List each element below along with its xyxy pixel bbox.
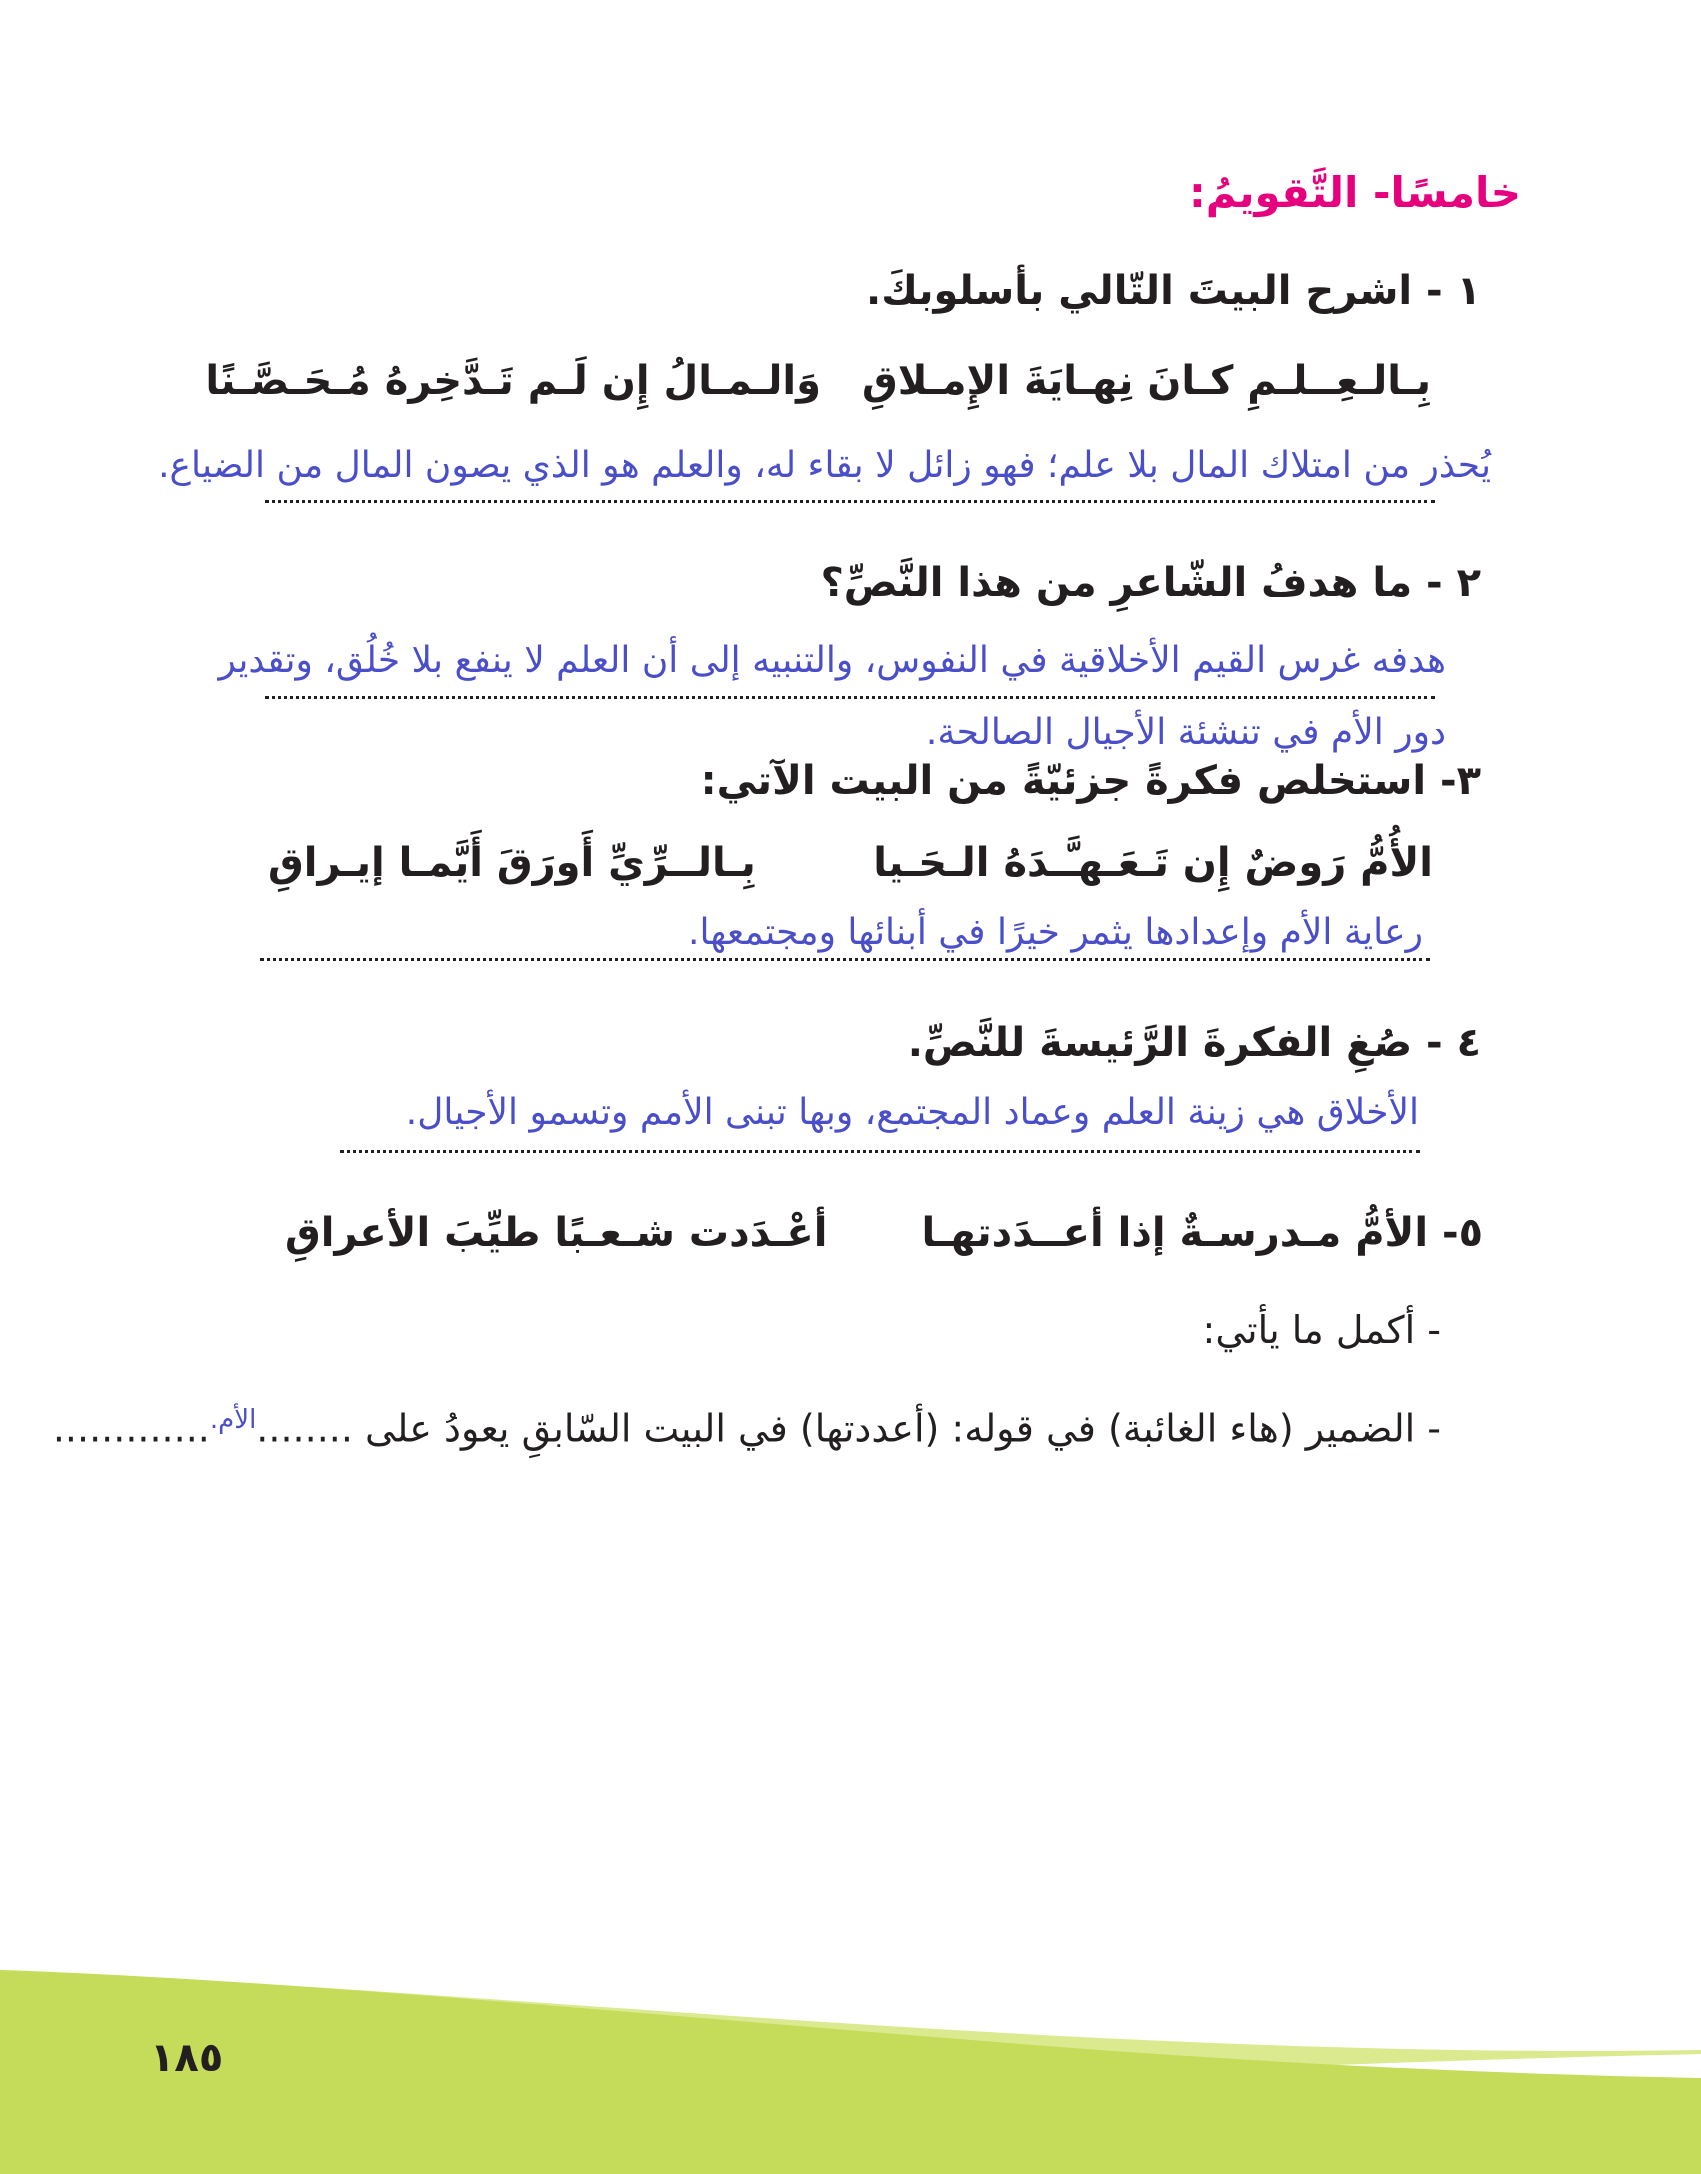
q1-answer-line [265,500,1435,503]
q5-fill-in-row [52,1405,1441,1451]
q5-blank-dots-2: ............. [52,1406,210,1451]
q3-answer-line [260,958,1430,961]
q5-prompt: - الضمير (هاء الغائبة) في قوله: (أعددتها) في البيت السّابقِ يعودُ على [365,1406,1441,1451]
q2-answer-line-1: هدفه غرس القيم الأخلاقية في النفوس، والتنبيه إلى أن العلم لا ينفع بلا خُلُق، وتقدير [218,640,1446,681]
section-title: خامسًا- التَّقويمُ: [1189,168,1521,217]
q2-answer-line-2: دور الأم في تنشئة الأجيال الصالحة. [925,712,1446,753]
q3-answer: رعاية الأم وإعدادها يثمر خيرًا في أبنائها ومجتمعها. [688,912,1423,953]
q5-instruction: - أكمل ما يأتي: [1202,1308,1441,1352]
question-3: ٣- استخلص فكرةً جزئيّةً من البيت الآتي: [700,758,1481,804]
q3-verse-first-hemistich: الأُمُّ رَوضٌ إِن تَـعَـهـَّـدَهُ الـحَـيا [873,840,1433,886]
q5-verse-second-hemistich: أعْـدَدت شـعـبًا طيِّبَ الأعراقِ [285,1210,828,1256]
q5-answer: الأم. [209,1405,257,1435]
question-2: ٢ - ما هدفُ الشّاعرِ من هذا النَّصِّ؟ [820,560,1481,606]
page-number: ١٨٥ [150,2035,224,2081]
q1-answer: يُحذر من امتلاك المال بلا علم؛ فهو زائل لا بقاء له، والعلم هو الذي يصون المال من الضياع. [158,445,1491,486]
question-1: ١ - اشرح البيتَ التّالي بأسلوبكَ. [866,268,1481,314]
q2-answer-line [265,696,1435,699]
q5-blank-dots-1: ........ [256,1406,353,1451]
q1-verse-second-hemistich: بِـالـعِــلـمِ كـانَ نِهـايَةَ الإِمـلاقِ [861,358,1431,404]
q4-answer-line [340,1150,1420,1153]
q5-verse-first-hemistich: ٥- الأمُّ مـدرسـةٌ إذا أعــدَدتهـا [921,1210,1483,1256]
q3-verse-second-hemistich: بِـالــرِّيِّ أَورَقَ أَيَّمـا إيـراقِ [268,840,756,886]
q1-verse-first-hemistich: وَالـمـالُ إِن لَـم تَـدَّخِرهُ مُـحَـصَّـنًا [205,358,821,404]
question-4: ٤ - صُغِ الفكرةَ الرَّئيسةَ للنَّصِّ. [907,1020,1481,1066]
q4-answer: الأخلاق هي زينة العلم وعماد المجتمع، وبها تبنى الأمم وتسمو الأجيال. [405,1092,1419,1133]
